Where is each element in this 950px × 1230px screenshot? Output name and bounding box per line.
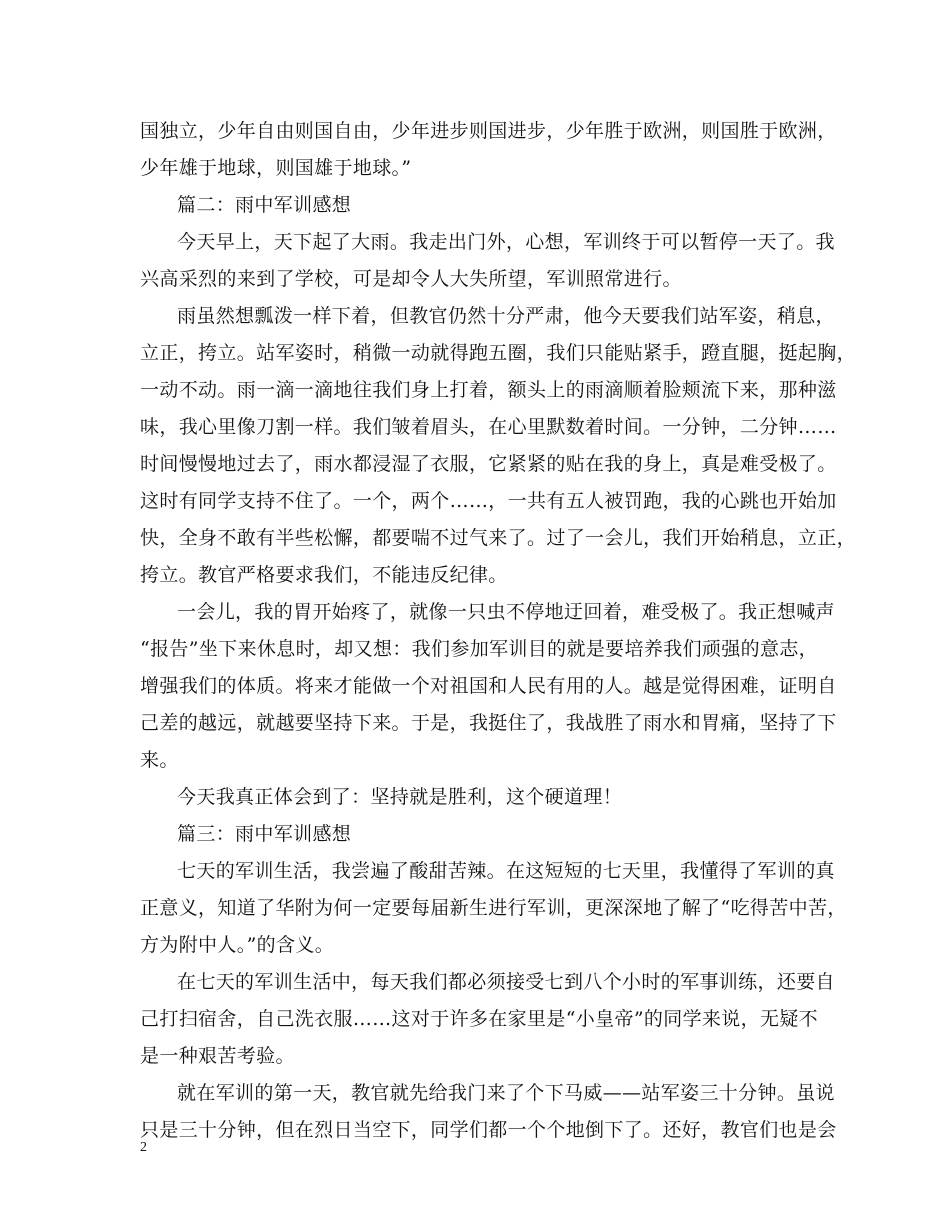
text-line: 一会儿，我的胃开始疼了，就像一只虫不停地迂回着，难受极了。我正想喊声 (177, 601, 835, 623)
text-line: 兴高采烈的来到了学校，可是却令人大失所望，军训照常进行。 (140, 268, 682, 290)
text-line: 国独立，少年自由则国自由，少年进步则国进步，少年胜于欧洲，则国胜于欧洲， (140, 120, 837, 142)
text-line: 挎立。教官严格要求我们，不能违反纪律。 (140, 564, 508, 586)
text-line: 方为附中人。”的含义。 (140, 934, 335, 956)
text-line: 增强我们的体质。将来才能做一个对祖国和人民有用的人。越是觉得困难，证明自 (140, 675, 837, 697)
text-line: 雨虽然想瓢泼一样下着，但教官仍然十分严肃，他今天要我们站军姿，稍息， (177, 305, 835, 327)
text-line: 这时有同学支持不住了。一个，两个……，一共有五人被罚跑，我的心跳也开始加 (140, 490, 837, 512)
text-line: 只是三十分钟，但在烈日当空下，同学们都一个个地倒下了。还好，教官们也是会 (140, 1119, 837, 1141)
text-line: 在七天的军训生活中，每天我们都必须接受七到八个小时的军事训练，还要自 (177, 971, 835, 993)
text-line: “报告”坐下来休息时，却又想：我们参加军训目的就是要培养我们顽强的意志， (140, 638, 819, 660)
text-line: 少年雄于地球，则国雄于地球。” (140, 157, 412, 179)
text-line: 味，我心里像刀割一样。我们皱着眉头，在心里默数着时间。一分钟，二分钟…… (140, 416, 837, 438)
text-line: 快，全身不敢有半些松懈，都要喘不过气来了。过了一会儿，我们开始稍息，立正， (140, 527, 856, 549)
text-line: 一动不动。雨一滴一滴地往我们身上打着，额头上的雨滴顺着脸颊流下来，那种滋 (140, 379, 837, 401)
page-number: 2 (140, 1140, 147, 1155)
text-line: 正意义，知道了华附为何一定要每届新生进行军训，更深深地了解了“吃得苦中苦， (140, 897, 847, 919)
text-line: 时间慢慢地过去了，雨水都浸湿了衣服，它紧紧的贴在我的身上，真是难受极了。 (140, 453, 837, 475)
text-line: 今天我真正体会到了：坚持就是胜利，这个硬道理！ (177, 786, 623, 808)
text-line: 是一种艰苦考验。 (140, 1045, 295, 1067)
text-line: 立正，挎立。站军姿时，稍微一动就得跑五圈，我们只能贴紧手，蹬直腿，挺起胸， (140, 342, 856, 364)
text-line: 来。 (140, 749, 179, 771)
section-heading: 篇二：雨中军训感想 (177, 194, 352, 216)
text-line: 就在军训的第一天，教官就先给我门来了个下马威——站军姿三十分钟。虽说 (177, 1082, 835, 1104)
text-line: 己差的越远，就越要坚持下来。于是，我挺住了，我战胜了雨水和胃痛，坚持了下 (140, 712, 837, 734)
text-line: 今天早上，天下起了大雨。我走出门外，心想，军训终于可以暂停一天了。我 (177, 231, 835, 253)
section-heading: 篇三：雨中军训感想 (177, 823, 352, 845)
text-line: 己打扫宿舍，自己洗衣服……这对于许多在家里是“小皇帝”的同学来说，无疑不 (140, 1008, 819, 1030)
text-line: 七天的军训生活，我尝遍了酸甜苦辣。在这短短的七天里，我懂得了军训的真 (177, 860, 835, 882)
